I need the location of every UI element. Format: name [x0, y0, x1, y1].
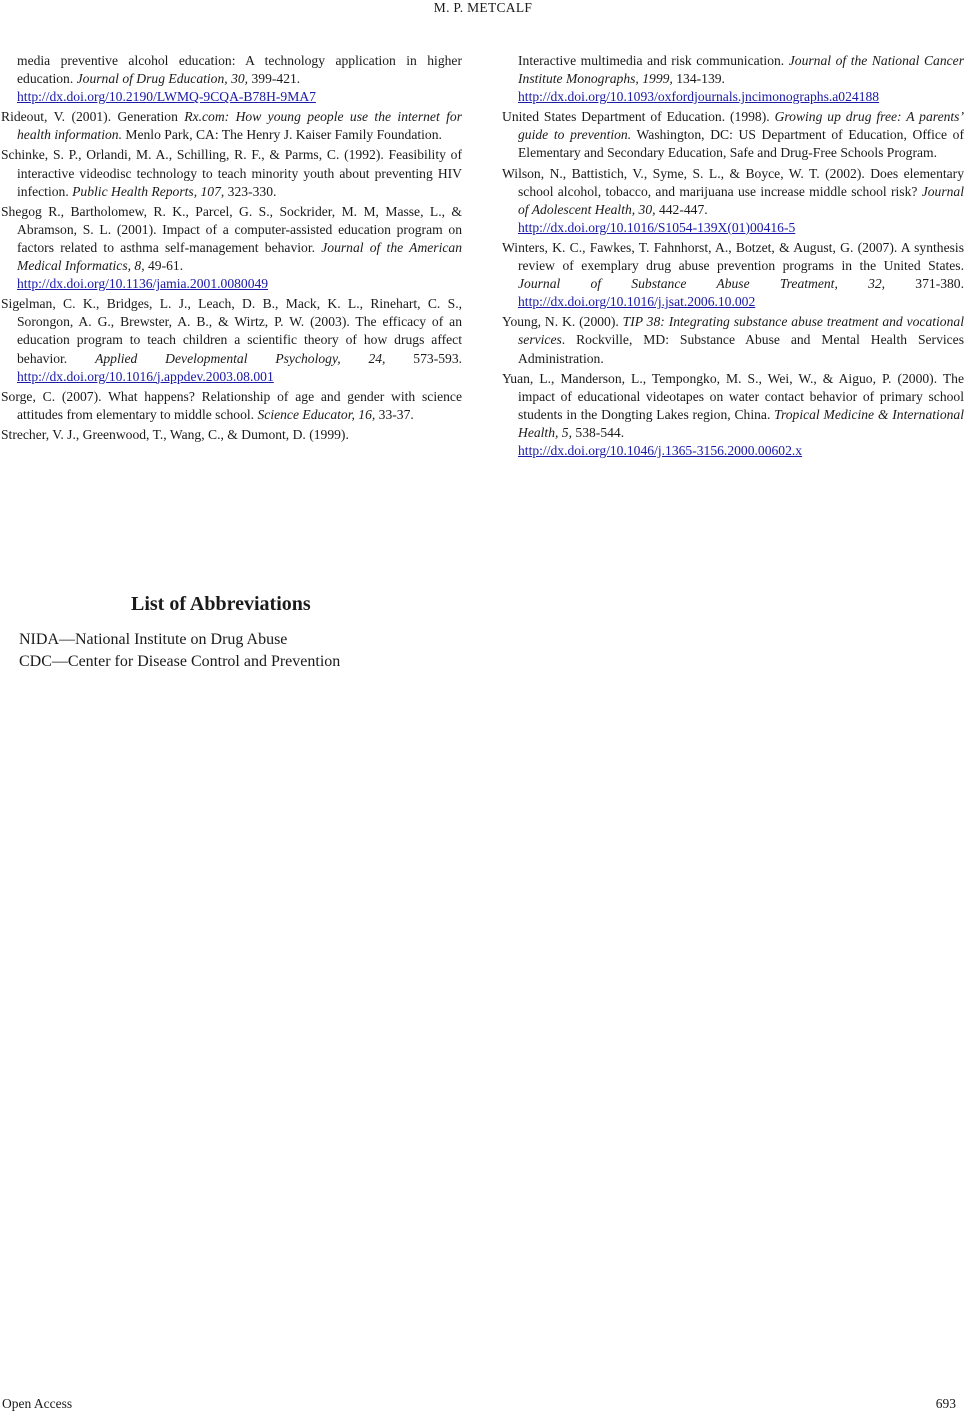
reference-entry — [502, 165, 964, 237]
reference-text: media preventive alcohol education: A technology application in higher education. — [17, 53, 462, 87]
reference-text: Washington, DC: US Department of Education, Office of Elementary and Secondary Education, Safe and Drug-Free Schools Program. — [518, 127, 964, 161]
references-left-column — [1, 52, 462, 446]
reference-entry — [502, 370, 964, 460]
reference-text: 573-593. — [385, 350, 463, 366]
reference-source-title: Journal of the National Cancer Institute Monographs, 1999, — [518, 53, 965, 87]
reference-text: 33-37. — [375, 406, 414, 422]
reference-source-title: Journal of Adolescent Health, 30, — [518, 183, 964, 217]
doi-link[interactable]: http://dx.doi.org/10.1016/j.jsat.2006.10.002 — [518, 294, 756, 310]
running-head: M. P. METCALF — [433, 0, 533, 15]
reference-text: Sigelman, C. K., Bridges, L. J., Leach, D. B., Mack, K. L., Rinehart, C. S., Sorongon, A. G., Brewster, A. B., & Wirtz, P. W. (2003). The efficacy of an education program to teach children a scientific theory of how drugs affect behavior. — [1, 296, 462, 366]
reference-entry — [1, 146, 462, 200]
reference-text: Interactive multimedia and risk communication. — [518, 53, 789, 68]
doi-link[interactable]: http://dx.doi.org/10.1046/j.1365-3156.2000.00602.x — [518, 442, 803, 458]
reference-entry — [502, 313, 964, 367]
reference-text: Sorge, C. (2007). What happens? Relationship of age and gender with science attitudes from elementary to middle school. — [1, 388, 462, 422]
reference-text: 442-447. — [655, 201, 708, 217]
reference-entry — [502, 239, 964, 311]
reference-entry — [1, 203, 462, 293]
abbreviations-list — [19, 629, 340, 673]
reference-source-title: Journal of Substance Abuse Treatment, 32, — [518, 276, 886, 292]
reference-source-title: Tropical Medicine & International Health, 5, — [518, 406, 964, 440]
reference-source-title: Growing up drug free: A parents’ guide to prevention. — [518, 109, 964, 143]
abbreviation-item: NIDA—National Institute on Drug Abuse — [19, 631, 288, 648]
reference-text: Rideout, V. (2001). Generation — [1, 109, 185, 125]
reference-source-title: Journal of the American Medical Informatics, 8, — [17, 239, 462, 274]
reference-text: Young, N. K. (2000). — [502, 314, 623, 330]
reference-text: Wilson, N., Battistich, V., Syme, S. L., & Boyce, W. T. (2002). Does elementary school alcohol, tobacco, and marijuana use increase middle school risk? — [502, 165, 964, 199]
doi-link[interactable]: http://dx.doi.org/10.1093/oxfordjournals.jncimonographs.a024188 — [518, 89, 880, 105]
doi-link[interactable]: http://dx.doi.org/10.1016/S1054-139X(01)00416-5 — [518, 219, 796, 235]
page-number: 693 — [935, 1396, 956, 1411]
reference-entry — [1, 388, 462, 424]
abbreviation-item: CDC—Center for Disease Control and Prevention — [19, 653, 341, 670]
reference-text: 399-421. — [248, 71, 301, 87]
reference-source-title: TIP 38: Integrating substance abuse treatment and vocational services — [518, 314, 964, 348]
references-right-column — [502, 52, 964, 462]
reference-entry — [1, 295, 462, 385]
abbreviations-title: List of Abbreviations — [131, 593, 311, 615]
reference-text: Strecher, V. J., Greenwood, T., Wang, C., & Dumont, D. (1999). — [1, 426, 349, 442]
reference-source-title: Applied Developmental Psychology, 24, — [95, 350, 386, 366]
reference-text: Menlo Park, CA: The Henry J. Kaiser Family Foundation. — [121, 127, 442, 143]
reference-text: Yuan, L., Manderson, L., Tempongko, M. S., Wei, W., & Aiguo, P. (2000). The impact of educational videotapes on water contact behavior of primary school students in the Dongting Lakes region, China. — [502, 370, 964, 422]
reference-text: 134-139. — [672, 71, 725, 87]
reference-text: Winters, K. C., Fawkes, T. Fahnhorst, A., Botzet, & August, G. (2007). A synthesis review of exemplary drug abuse prevention programs in the United States. — [502, 239, 964, 274]
reference-entry — [1, 108, 462, 144]
doi-link[interactable]: http://dx.doi.org/10.1136/jamia.2001.0080049 — [17, 276, 269, 292]
reference-entry — [502, 108, 964, 162]
reference-entry — [502, 52, 964, 106]
reference-source-title: Rx.com: How young people use the internet for health information. — [17, 109, 462, 143]
reference-entry — [1, 426, 462, 444]
reference-text: 323-330. — [224, 183, 277, 199]
reference-source-title: Science Educator, 16, — [257, 406, 376, 422]
reference-text: 49-61. — [144, 258, 184, 274]
doi-link[interactable]: http://dx.doi.org/10.2190/LWMQ-9CQA-B78H-9MA7 — [17, 89, 316, 105]
doi-link[interactable]: http://dx.doi.org/10.1016/j.appdev.2003.08.001 — [17, 368, 274, 384]
reference-text: 538-544. — [572, 424, 625, 440]
reference-text: 371-380. — [885, 276, 965, 292]
reference-entry — [1, 52, 462, 106]
reference-source-title: Public Health Reports, 107, — [72, 183, 225, 199]
reference-source-title: Journal of Drug Education, 30, — [76, 71, 249, 87]
reference-text: Schinke, S. P., Orlandi, M. A., Schilling, R. F., & Parms, C. (1992). Feasibility of interactive videodisc technology to teach minority youth about preventing HIV infection. — [1, 147, 462, 199]
reference-text: United States Department of Education. (1998). — [502, 109, 775, 125]
reference-text: Shegog R., Bartholomew, R. K., Parcel, G. S., Sockrider, M. M, Masse, L., & Abramson, S. L. (2001). Impact of a computer-assisted education program on factors related to asthma self-management behavior. — [1, 203, 462, 255]
footer-open-access: Open Access — [2, 1396, 73, 1411]
reference-text: . Rockville, MD: Substance Abuse and Mental Health Services Administration. — [518, 332, 964, 366]
